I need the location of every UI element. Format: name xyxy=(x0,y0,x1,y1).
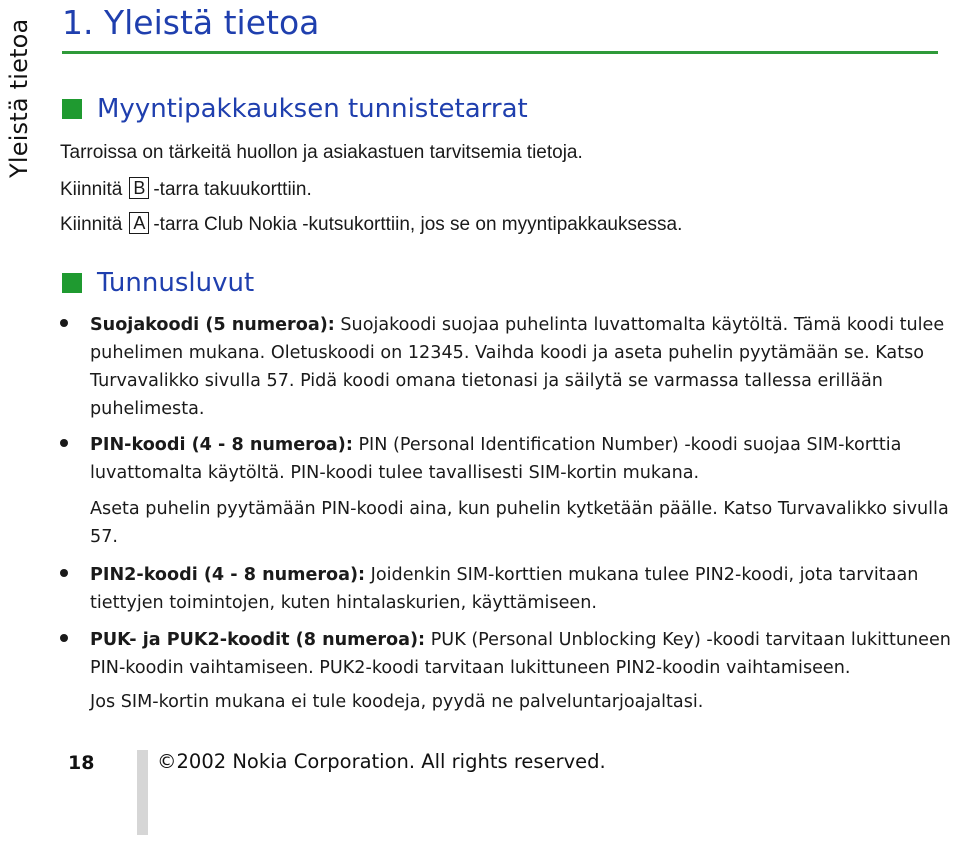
list-item-term: PUK- ja PUK2-koodit (8 numeroa): xyxy=(90,630,426,650)
paragraph-label-b xyxy=(60,177,312,201)
paragraph-prefix: Kiinnitä xyxy=(60,179,123,200)
list-item-text: PIN (Personal Identification Number) -koodi suojaa SIM-korttia luvattomalta käytöltä. PIN-koodi tulee tavallisesti SIM-kortin mukana. xyxy=(90,435,902,483)
side-tab-label: Yleistä tietoa xyxy=(5,18,33,178)
section-title: Myyntipakkauksen tunnistetarrat xyxy=(97,94,528,124)
side-tab xyxy=(0,0,36,200)
puk-followup-paragraph: Jos SIM-kortin mukana ei tule koodeja, pyydä ne palveluntarjoajaltasi. xyxy=(90,692,704,712)
list-item-body xyxy=(90,311,959,423)
list-item-term: PIN-koodi (4 - 8 numeroa): xyxy=(90,435,353,455)
list-item-text: Suojakoodi suojaa puhelinta luvattomalta käytöltä. Tämä koodi tulee puhelimen mukana. Oletuskoodi on 12345. Vaihda koodi ja aseta puhelin pyytämään se. Katso Turvavalikko sivulla 57. Pidä koodi omana tietonasi ja säilytä se varmassa tallessa erillään puhelimesta. xyxy=(90,315,945,419)
paragraph-suffix: -tarra takuukorttiin. xyxy=(153,179,312,200)
section-square-icon xyxy=(62,99,82,119)
list-item-term: Suojakoodi (5 numeroa): xyxy=(90,315,335,335)
list-item-pin-code xyxy=(60,431,959,487)
paragraph-prefix: Kiinnitä xyxy=(60,214,123,235)
label-b-box: B xyxy=(129,177,149,199)
chapter-rule xyxy=(62,51,938,54)
paragraph-label-a xyxy=(60,212,682,236)
list-item-body xyxy=(90,626,959,682)
label-a-box: A xyxy=(129,212,149,234)
bullet-icon xyxy=(60,569,68,577)
list-item-pin2-code xyxy=(60,561,959,617)
bullet-icon xyxy=(60,319,68,327)
paragraph-suffix: -tarra Club Nokia -kutsukorttiin, jos se on myyntipakkauksessa. xyxy=(153,214,683,235)
list-item-term: PIN2-koodi (4 - 8 numeroa): xyxy=(90,565,366,585)
list-item-body xyxy=(90,431,959,487)
section-heading-codes xyxy=(62,268,254,298)
list-item-text: PUK (Personal Unblocking Key) -koodi tarvitaan lukittuneen PIN-koodin vaihtamiseen. PUK2-koodi tarvitaan lukittuneen PIN2-koodin vaihtamiseen. xyxy=(90,630,951,678)
pin-followup-paragraph: Aseta puhelin pyytämään PIN-koodi aina, kun puhelin kytketään päälle. Katso Turvavalikko sivulla 57. xyxy=(90,499,949,547)
section-square-icon xyxy=(62,273,82,293)
section-heading-labels xyxy=(62,94,528,124)
bullet-icon xyxy=(60,439,68,447)
paragraph-intro: Tarroissa on tärkeitä huollon ja asiakastuen tarvitsemia tietoja. xyxy=(60,142,583,163)
section-title: Tunnusluvut xyxy=(97,268,255,298)
footer-bar xyxy=(137,750,148,835)
list-item-body xyxy=(90,561,959,617)
page-number: 18 xyxy=(68,752,95,774)
list-item-puk-codes xyxy=(60,626,959,682)
list-item-text: Joidenkin SIM-korttien mukana tulee PIN2-koodi, jota tarvitaan tiettyjen toimintojen, kuten hintalaskurien, käyttämiseen. xyxy=(90,565,919,613)
list-item-security-code xyxy=(60,311,959,423)
bullet-icon xyxy=(60,634,68,642)
copyright-notice: ©2002 Nokia Corporation. All rights reserved. xyxy=(157,750,606,773)
chapter-title: 1. Yleistä tietoa xyxy=(62,3,320,42)
